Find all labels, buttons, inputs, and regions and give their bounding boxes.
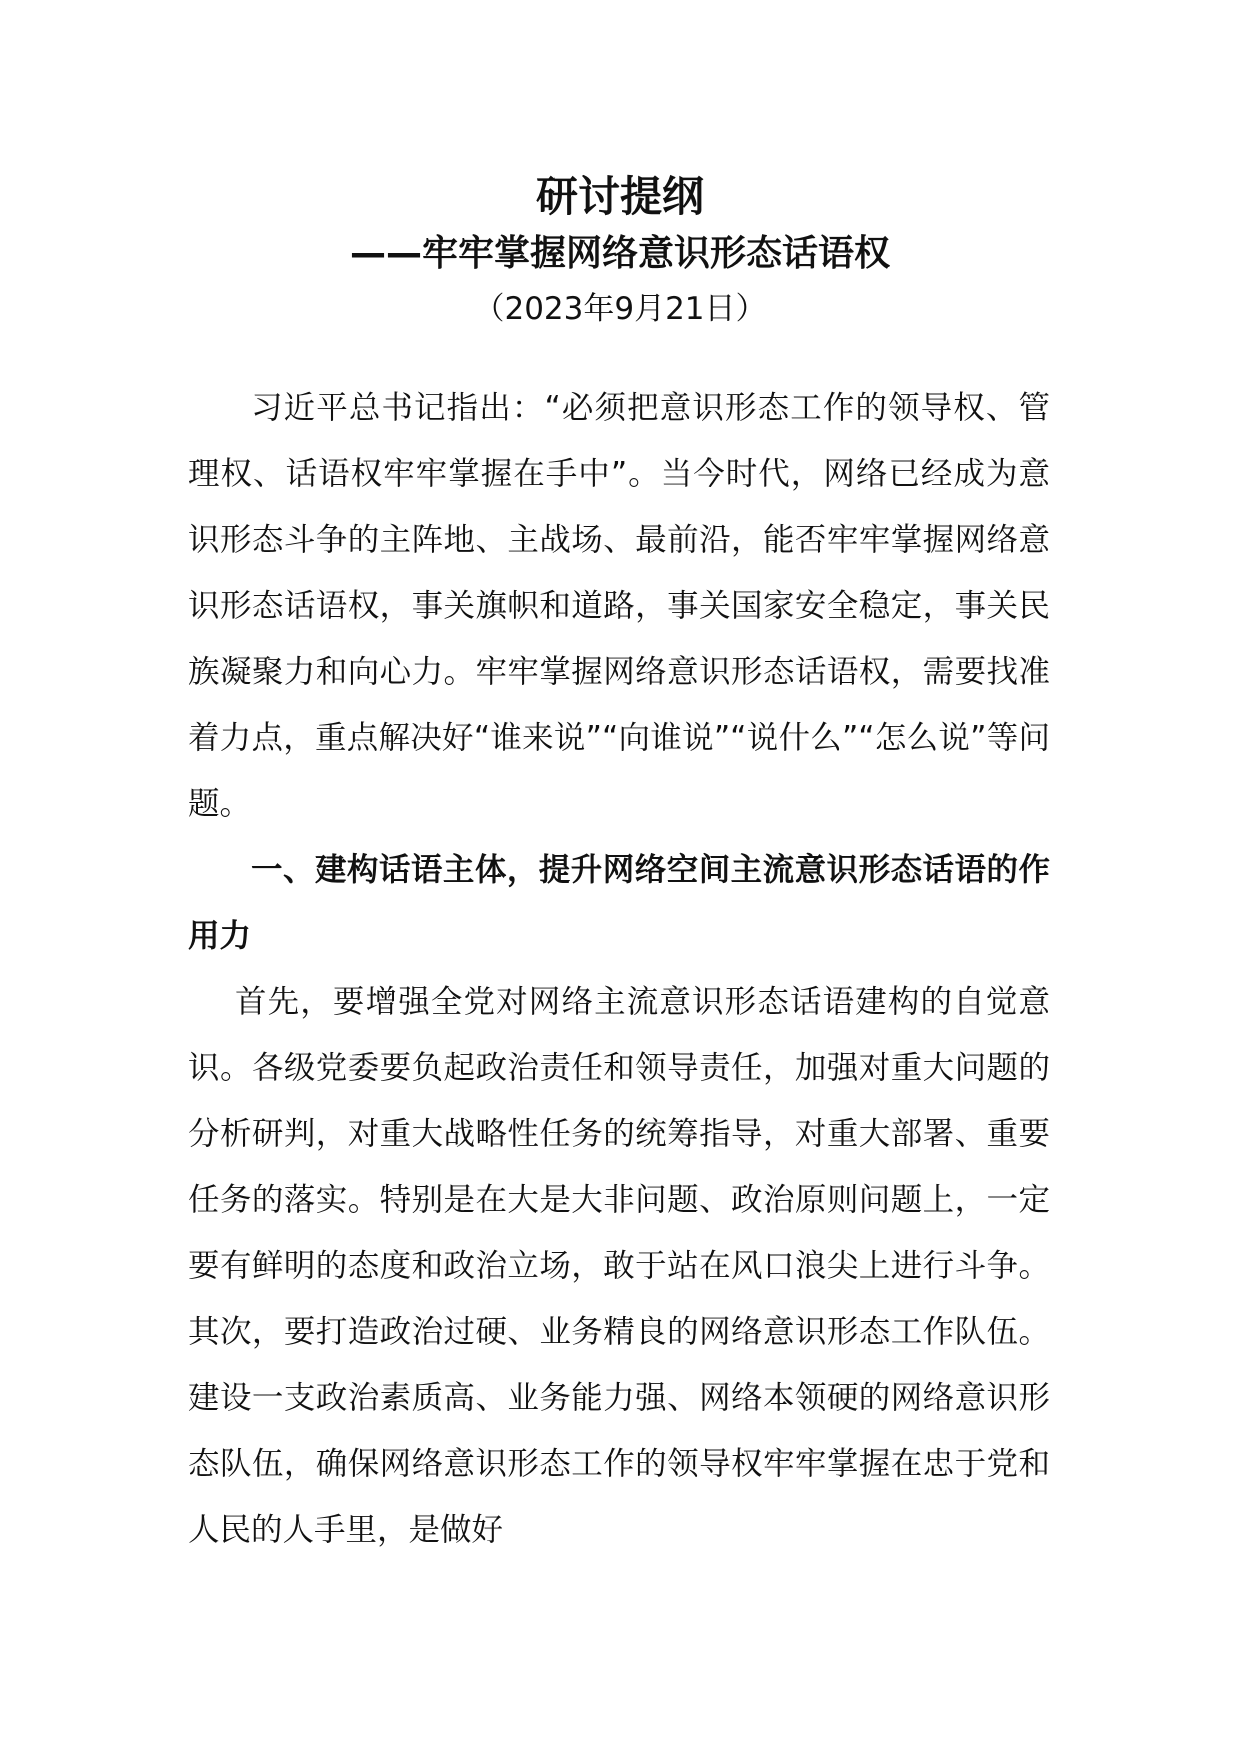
document-date: （2023年9月21日）: [473, 291, 767, 327]
document-body: [188, 375, 1050, 1563]
section-1-paragraph: 首先，要增强全党对网络主流意识形态话语建构的自觉意识。各级党委要负起政治责任和领导责任，加强对重大问题的分析研判，对重大战略性任务的统筹指导，对重大部署、重要任务的落实。特别是在大是大非问题、政治原则问题上，一定要有鲜明的态度和政治立场，敢于站在风口浪尖上进行斗争。其次，要打造政治过硬、业务精良的网络意识形态工作队伍。建设一支政治素质高、业务能力强、网络本领硬的网络意识形态队伍，确保网络意识形态工作的领导权牢牢掌握在忠于党和人民的人手里，是做好: [188, 984, 1050, 1548]
document-subtitle: ——牢牢掌握网络意识形态话语权: [349, 233, 890, 274]
section-1-heading: 一、建构话语主体，提升网络空间主流意识形态话语的作用力: [188, 852, 1050, 954]
intro-paragraph: 习近平总书记指出：“必须把意识形态工作的领导权、管理权、话语权牢牢掌握在手中”。当今时代，网络已经成为意识形态斗争的主阵地、主战场、最前沿，能否牢牢掌握网络意识形态话语权，事关旗帜和道路，事关国家安全稳定，事关民族凝聚力和向心力。牢牢掌握网络意识形态话语权，需要找准着力点，重点解决好“谁来说”“向谁说”“说什么”“怎么说”等问题。: [188, 390, 1050, 822]
document-title: 研讨提纲: [535, 172, 704, 221]
